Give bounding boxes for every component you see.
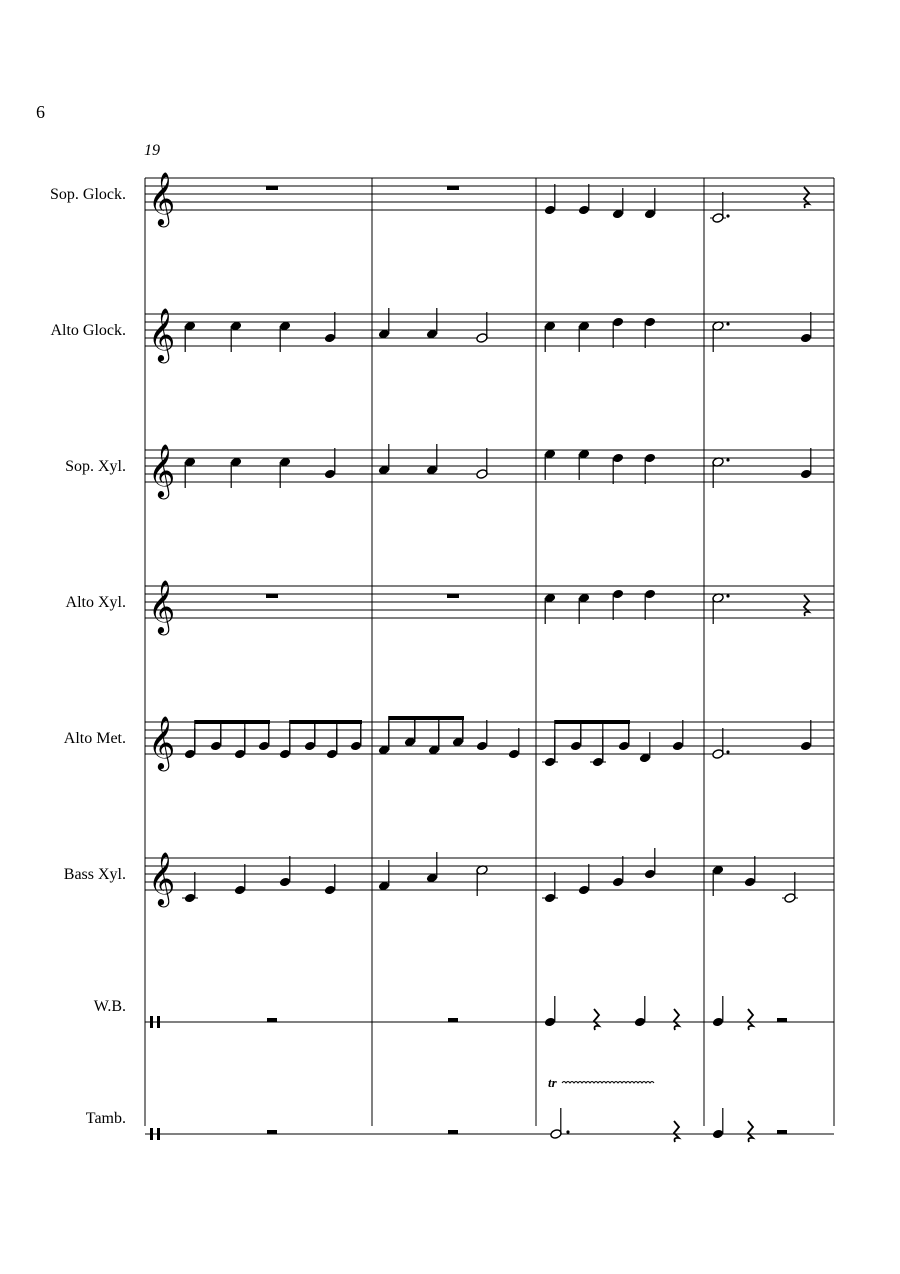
augmentation-dot <box>566 1130 569 1133</box>
treble-clef: 𝄞 <box>148 171 176 225</box>
treble-clef: 𝄞 <box>148 443 176 497</box>
beam <box>389 716 464 720</box>
half-rest <box>448 1018 458 1022</box>
staff-label-tambourine: Tamb. <box>85 1110 126 1127</box>
measure-number: 19 <box>144 142 160 159</box>
whole-rest <box>447 594 459 598</box>
half-rest <box>777 1018 787 1022</box>
quarter-rest <box>674 1121 679 1142</box>
half-rest <box>777 1130 787 1134</box>
beam <box>290 720 362 724</box>
whole-rest <box>266 186 278 190</box>
staff-label-wood-block: W.B. <box>93 998 126 1015</box>
trill-mark: tr <box>548 1075 557 1090</box>
staff-label-alto-xyl: Alto Xyl. <box>65 594 126 611</box>
staff-label-alto-glock: Alto Glock. <box>50 322 126 339</box>
half-rest <box>267 1018 277 1022</box>
augmentation-dot <box>726 594 729 597</box>
trill-wave <box>562 1082 654 1084</box>
percussion-clef <box>150 1128 153 1140</box>
beam <box>555 720 630 724</box>
page-number: 6 <box>36 102 45 122</box>
quarter-rest <box>804 187 809 208</box>
staff-label-bass-xyl: Bass Xyl. <box>63 866 126 883</box>
treble-clef: 𝄞 <box>148 715 176 769</box>
quarter-rest <box>748 1009 753 1030</box>
quarter-rest <box>594 1009 599 1030</box>
staff-label-sop-glock: Sop. Glock. <box>50 186 126 203</box>
staff-label-sop-xyl: Sop. Xyl. <box>65 458 126 475</box>
treble-clef: 𝄞 <box>148 851 176 905</box>
beam <box>195 720 270 724</box>
half-rest <box>267 1130 277 1134</box>
augmentation-dot <box>726 458 729 461</box>
augmentation-dot <box>726 214 729 217</box>
percussion-clef <box>157 1128 160 1140</box>
quarter-rest <box>804 595 809 616</box>
percussion-clef <box>150 1016 153 1028</box>
augmentation-dot <box>726 322 729 325</box>
treble-clef: 𝄞 <box>148 307 176 361</box>
staff-label-alto-met: Alto Met. <box>63 730 126 747</box>
augmentation-dot <box>726 750 729 753</box>
half-rest <box>448 1130 458 1134</box>
whole-rest <box>447 186 459 190</box>
quarter-rest <box>748 1121 753 1142</box>
treble-clef: 𝄞 <box>148 579 176 633</box>
whole-rest <box>266 594 278 598</box>
quarter-rest <box>674 1009 679 1030</box>
percussion-clef <box>157 1016 160 1028</box>
